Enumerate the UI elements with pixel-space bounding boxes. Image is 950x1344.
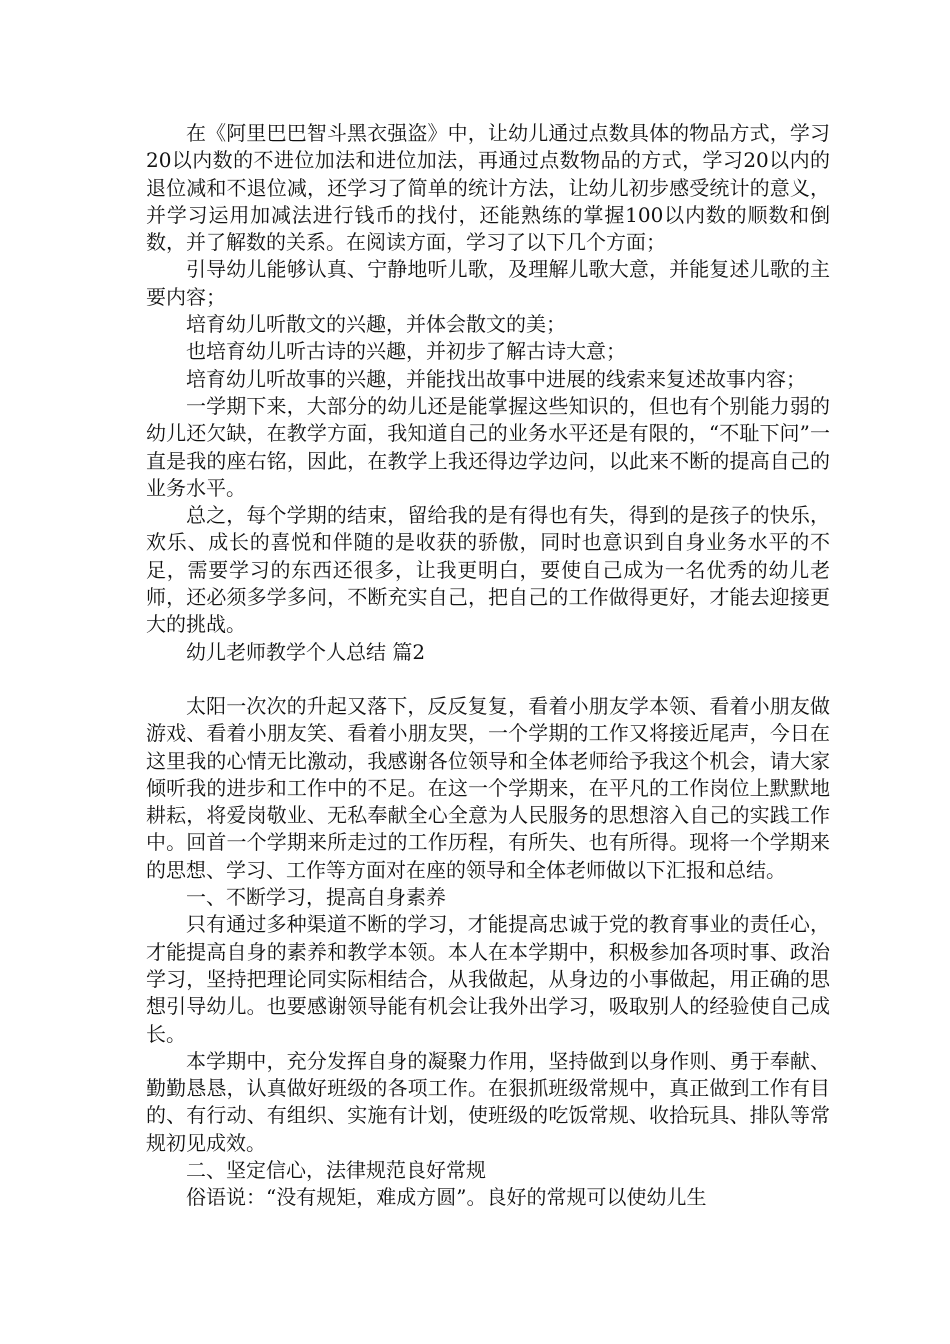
paragraph: 太阳一次次的升起又落下，反反复复，看着小朋友学本领、看着小朋友做游戏、看着小朋友笑、看着小朋友哭，一个学期的工作又将接近尾声，今日在这里我的心情无比激动，我感谢各位领导和全体老师给予我这个机会，请大家倾听我的进步和工作中的不足。在这一个学期来，在平凡的工作岗位上默默地耕耘，将爱岗敬业、无私奉献全心全意为人民服务的思想溶入自己的实践工作中。回首一个学期来所走过的工作历程，有所失、也有所得。现将一个学期来的思想、学习、工作等方面对在座的领导和全体老师做以下汇报和总结。 <box>146 693 830 882</box>
paragraph: 培育幼儿听散文的兴趣，并体会散文的美； <box>186 312 566 337</box>
blank-line <box>146 666 830 693</box>
section-title: 幼儿老师教学个人总结 篇2 <box>186 639 426 664</box>
paragraph: 一学期下来，大部分的幼儿还是能掌握这些知识的，但也有个别能力弱的幼儿还欠缺，在教学方面，我知道自己的业务水平还是有限的，“不耻下问”一直是我的座右铭，因此，在教学上我还得边学边问，以此来不断的提高自己的业务水平。 <box>146 393 830 500</box>
paragraph: 在《阿里巴巴智斗黑衣强盗》中，让幼儿通过点数具体的物品方式，学习20以内数的不进位加法和进位加法，再通过点数物品的方式，学习20以内的退位减和不退位减，还学习了简单的统计方法，让幼儿初步感受统计的意义，并学习运用加减法进行钱币的找付，还能熟练的掌握100以内数的顺数和倒数，并了解数的关系。在阅读方面，学习了以下几个方面； <box>146 121 830 255</box>
paragraph: 本学期中，充分发挥自身的凝聚力作用，坚持做到以身作则、勇于奉献、勤勤恳恳，认真做好班级的各项工作。在狠抓班级常规中，真正做到工作有目的、有行动、有组织、实施有计划，使班级的吃饭常规、收拾玩具、排队等常规初见成效。 <box>146 1048 830 1155</box>
paragraph: 总之，每个学期的结束，留给我的是有得也有失，得到的是孩子的快乐，欢乐、成长的喜悦和伴随的是收获的骄傲，同时也意识到自身业务水平的不足，需要学习的东西还很多，让我更明白，要使自己成为一名优秀的幼儿老师，还必须多学多问，不断充实自己，把自己的工作做得更好，才能去迎接更大的挑战。 <box>146 503 830 637</box>
paragraph: 引导幼儿能够认真、宁静地听儿歌，及理解儿歌大意，并能复述儿歌的主要内容； <box>146 257 830 309</box>
paragraph: 俗语说：“没有规矩，难成方圆”。良好的常规可以使幼儿生 <box>186 1185 707 1210</box>
paragraph: 培育幼儿听故事的兴趣，并能找出故事中进展的线索来复述故事内容； <box>186 366 806 391</box>
paragraph: 也培育幼儿听古诗的兴趣，并初步了解古诗大意； <box>186 339 626 364</box>
subheading: 一、不断学习，提高自身素养 <box>186 885 446 910</box>
subheading: 二、坚定信心，法律规范良好常规 <box>186 1157 486 1182</box>
paragraph: 只有通过多种渠道不断的学习，才能提高忠诚于党的教育事业的责任心，才能提高自身的素养和教学本领。本人在本学期中，积极参加各项时事、政治学习，坚持把理论同实际相结合，从我做起，从身边的小事做起，用正确的思想引导幼儿。也要感谢领导能有机会让我外出学习，吸取别人的经验使自己成长。 <box>146 912 830 1046</box>
